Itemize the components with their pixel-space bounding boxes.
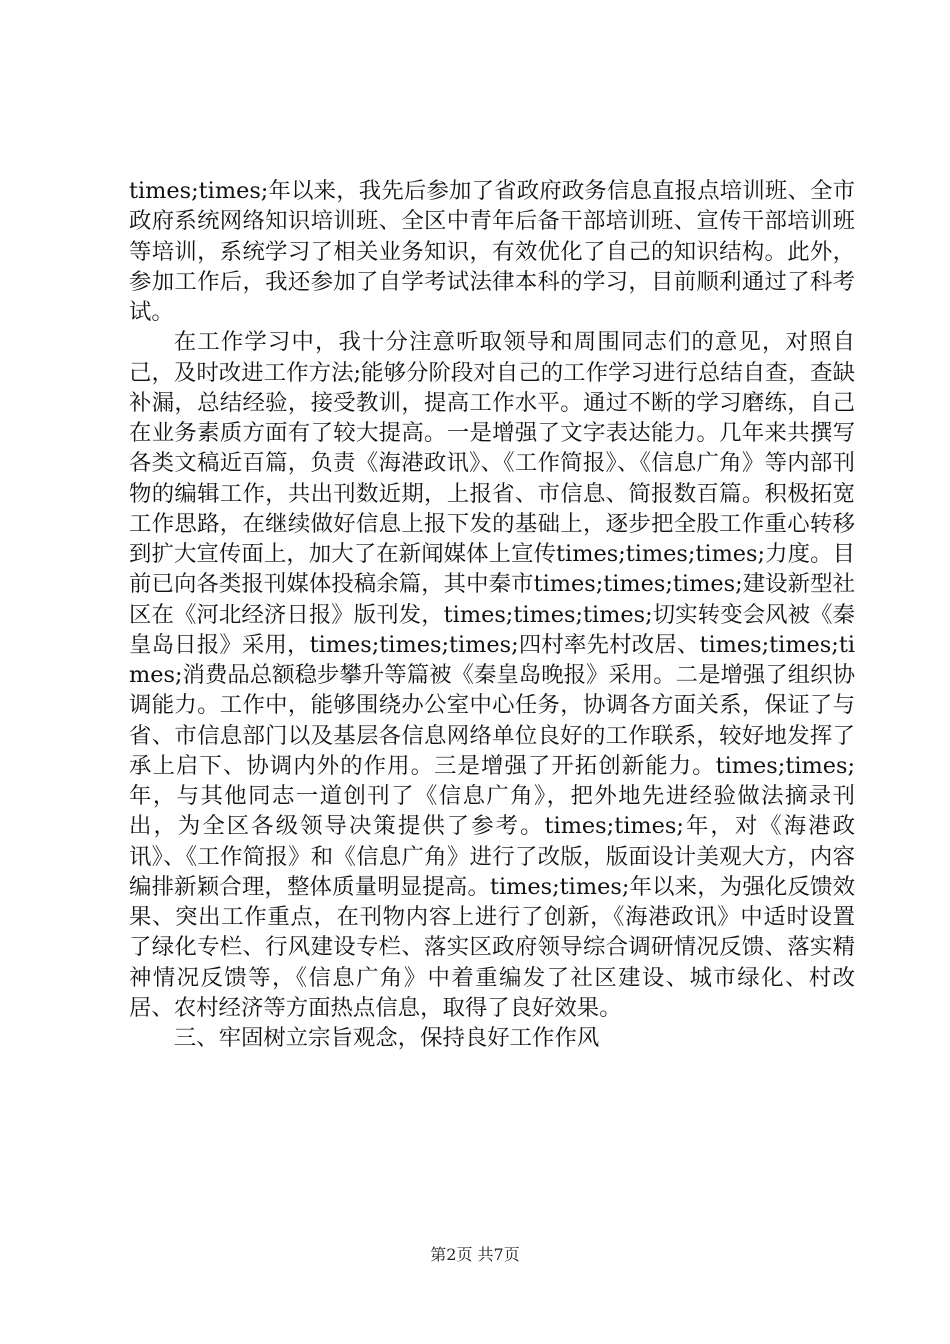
page-number: 第2页 — [430, 1245, 473, 1264]
paragraph-training: times;times;年以来，我先后参加了省政府政务信息直报点培训班、全市政府系统网络知识培训班、全区中青年后备干部培训班、宣传干部培训班等培训，系统学习了相关业务知识，有效优化了自己的知识结构。此外，参加工作后，我还参加了自学考试法律本科的学习，目前顺利通过了科考试。 — [129, 178, 855, 325]
section-heading: 三、牢固树立宗旨观念，保持良好工作作风 — [173, 1025, 600, 1051]
paragraph-work-study: 在工作学习中，我十分注意听取领导和周围同志们的意见，对照自己，及时改进工作方法;能够分阶段对自己的工作学习进行总结自查，查缺补漏，总结经验，接受教训，提高工作水平。通过不断的学习磨练，自己在业务素质方面有了较大提高。一是增强了文字表达能力。几年来共撰写各类文稿近百篇，负责《海港政讯》、《工作简报》、《信息广角》等内部刊物的编辑工作，共出刊数近期，上报省、市信息、简报数百篇。积极拓宽工作思路，在继续做好信息上报下发的基础上，逐步把全股工作重心转移到扩大宣传面上，加大了在新闻媒体上宣传times;times;times;力度。目前已向各类报刊媒体投稿余篇，其中秦市times;times;times;建设新型社区在《河北经济日报》版刊发，times;times;times;切实转变会风被《秦皇岛日报》采用，times;times;times;四村率先村改居、times;times;times;消费品总额稳步攀升等篇被《秦皇岛晚报》采用。二是增强了组织协调能力。工作中，能够围绕办公室中心任务，协调各方面关系，保证了与省、市信息部门以及基层各信息网络单位良好的工作联系，较好地发挥了承上启下、协调内外的作用。三是增强了开拓创新能力。times;times;年，与其他同志一道创刊了《信息广角》，把外地先进经验做法摘录刊出，为全区各级领导决策提供了参考。times;times;年，对《海港政讯》、《工作简报》和《信息广角》进行了改版，版面设计美观大方，内容编排新颖合理，整体质量明显提高。times;times;年以来，为强化反馈效果、突出工作重点，在刊物内容上进行了创新，《海港政讯》中适时设置了绿化专栏、行风建设专栏、落实区政府领导综合调研情况反馈、落实精神情况反馈等，《信息广角》中着重编发了社区建设、城市绿化、村改居、农村经济等方面热点信息，取得了良好效果。 — [129, 329, 855, 1021]
document-body — [129, 176, 855, 1053]
page-footer — [0, 1245, 950, 1265]
page-total: 共7页 — [477, 1245, 520, 1264]
